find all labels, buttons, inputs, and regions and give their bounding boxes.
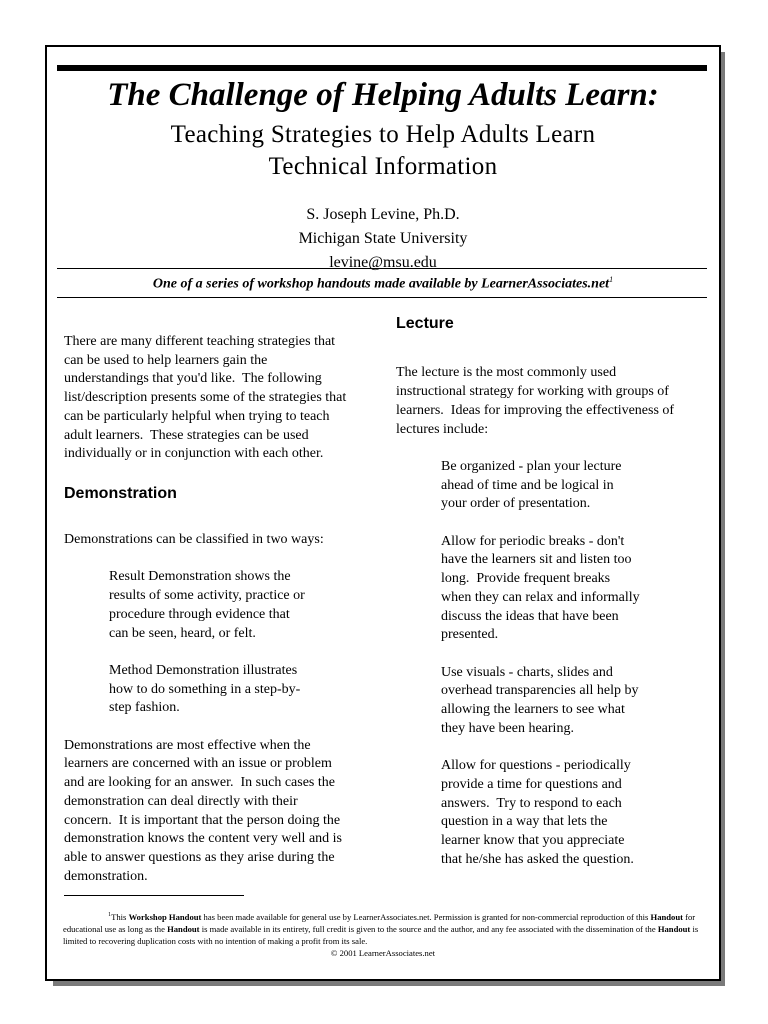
text-line: your order of presentation. [441,496,591,512]
text-line: allowing the learners to see what [441,702,625,717]
text-line: can be seen, heard, or felt. [109,625,256,641]
text-line: provide a time for questions and [441,776,622,792]
footnote-mark: 1 [609,275,614,284]
divider-rule [57,268,707,269]
lecture-tip [441,458,708,514]
footnote-rule [64,895,244,896]
text-line: presented. [441,627,499,643]
text-line: instructional strategy for working with groups of [396,384,669,400]
title-colon: : [647,77,659,113]
lecture-tip [441,533,708,645]
author-affiliation: Michigan State University [298,230,468,247]
text-line: demonstration can deal directly with their [64,793,298,809]
lecture-tip [441,664,708,739]
demonstration-intro: Demonstrations can be classified in two ways: [64,532,324,547]
section-heading-demonstration: Demonstration [64,484,177,502]
text-line: question in a way that lets the [441,814,608,830]
text-line: Be organized - plan your lecture [441,458,622,474]
author-block [47,203,719,275]
section-heading-lecture: Lecture [396,315,454,332]
text-line: learners. Ideas for improving the effectiveness of [396,402,675,418]
text-line: Allow for questions - periodically [441,758,631,774]
series-note: One of a series of workshop handouts made available by LearnerAssociates.net$^1$ [152,275,614,292]
text-line: demonstration knows the content very well and is [64,831,342,847]
text-line: can be used to help learners gain the [64,352,268,368]
text-line: lectures include: [396,421,489,437]
lecture-tip [441,757,708,869]
text-line: learner know that you appreciate [441,832,625,848]
text-line: able to answer questions as they arise during the [64,849,335,865]
text-line: Allow for periodic breaks - don't [441,533,625,549]
text-line: step fashion. [109,700,180,716]
author-name: S. Joseph Levine, Ph.D. [306,206,460,223]
page-title: The Challenge of Helping Adults Learn: [107,77,659,113]
text-line: when they can relax and informally [441,589,640,605]
footnote-text: $^1$This Workshop Handout has been made available for general use by LearnerAssociates.net. Permission is granted for non-commercial reproduction of this Handout for educational use as long as the Handout is made available in its entirety, full credit is given to the source and the author, and any fee associated with the dissemination of the Handout is limited to recovering duplication costs with no intention of making a profit from its sale. [63,911,699,946]
intro-paragraph [64,333,376,464]
text-line: they have been hearing. [441,720,574,736]
text-line: answers. Try to respond to each [441,795,622,811]
text-line: individually or in conjunction with each other. [64,446,324,462]
text-line: demonstration. [64,868,148,884]
subtitle-line: Teaching Strategies to Help Adults Learn [170,121,596,148]
footnote [63,909,703,959]
text-line: adult learners. These strategies can be used [64,427,309,443]
handout-page [45,45,721,981]
text-line: There are many different teaching strategies that [64,334,336,349]
copyright: © 2001 LearnerAssociates.net [330,947,436,958]
method-demonstration [109,662,376,718]
text-line: learners are concerned with an issue or problem [64,756,332,772]
text-line: The lecture is the most commonly used [396,365,617,381]
text-line: concern. It is important that the person doing the [64,812,341,828]
author-email: levine@msu.edu [329,254,437,271]
right-column [396,315,708,869]
text-line: long. Provide frequent breaks [441,571,611,587]
result-demonstration [109,568,376,643]
footnote-number: 1 [108,912,112,918]
text-line: understandings that you'd like. The following [64,371,322,387]
subtitle-line: Technical Information [268,153,498,180]
lecture-intro [396,364,708,439]
text-line: procedure through evidence that [109,606,290,622]
text-line: can be particularly helpful when trying to teach [64,408,330,424]
text-line: overhead transparencies all help by [441,683,639,699]
text-line: Use visuals - charts, slides and [441,664,613,680]
page-subtitle [47,119,719,183]
top-rule [57,65,707,71]
left-column [64,333,376,886]
text-line: discuss the ideas that have been [441,608,619,624]
text-line: have the learners sit and listen too [441,552,632,568]
text-line: list/description presents some of the strategies that [64,390,347,406]
text-line: that he/she has asked the question. [441,851,634,867]
text-line: how to do something in a step-by- [109,681,301,697]
text-line: results of some activity, practice or [109,588,305,604]
text-line: Result Demonstration shows the [109,569,291,585]
text-line: ahead of time and be logical in [441,477,614,493]
divider-rule [57,297,707,298]
demonstration-effectiveness [64,737,376,887]
text-line: Method Demonstration illustrates [109,662,298,678]
text-line: Demonstrations are most effective when the [64,737,311,753]
text-line: and are looking for an answer. In such cases the [64,775,335,791]
